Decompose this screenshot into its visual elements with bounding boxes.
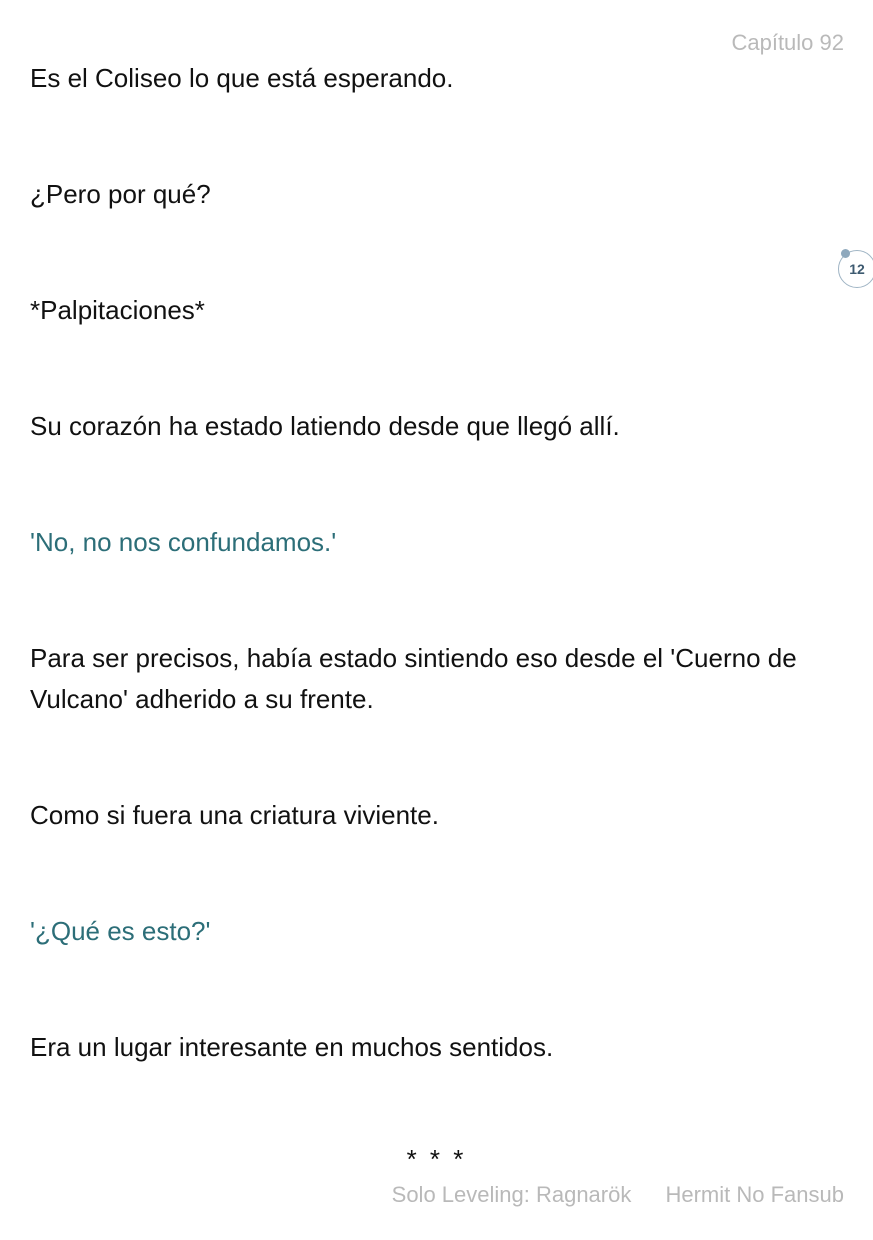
novel-title: Solo Leveling: Ragnarök <box>391 1182 632 1207</box>
page-number: 12 <box>849 261 865 277</box>
translator-credit: Hermit No Fansub <box>665 1182 844 1207</box>
chapter-label: Capítulo 92 <box>731 30 844 55</box>
badge-dot-icon <box>841 249 850 258</box>
paragraph: ¿Pero por qué? <box>30 179 211 209</box>
thought-paragraph: '¿Qué es esto?' <box>30 916 211 946</box>
page-number-badge[interactable] <box>838 250 873 288</box>
paragraph: *Palpitaciones* <box>30 295 205 325</box>
paragraph: Es el Coliseo lo que está esperando. <box>30 63 454 93</box>
paragraph: Como si fuera una criatura viviente. <box>30 800 439 830</box>
thought-paragraph: 'No, no nos confundamos.' <box>30 527 337 557</box>
paragraph: Era un lugar interesante en muchos sentidos. <box>30 1032 554 1062</box>
scene-separator: * * * <box>406 1144 467 1174</box>
paragraph: Su corazón ha estado latiendo desde que llegó allí. <box>30 411 620 441</box>
footer <box>392 1184 844 1206</box>
paragraph: Para ser precisos, había estado sintiendo eso desde el 'Cuerno de Vulcano' adherido a su frente. <box>30 643 797 714</box>
